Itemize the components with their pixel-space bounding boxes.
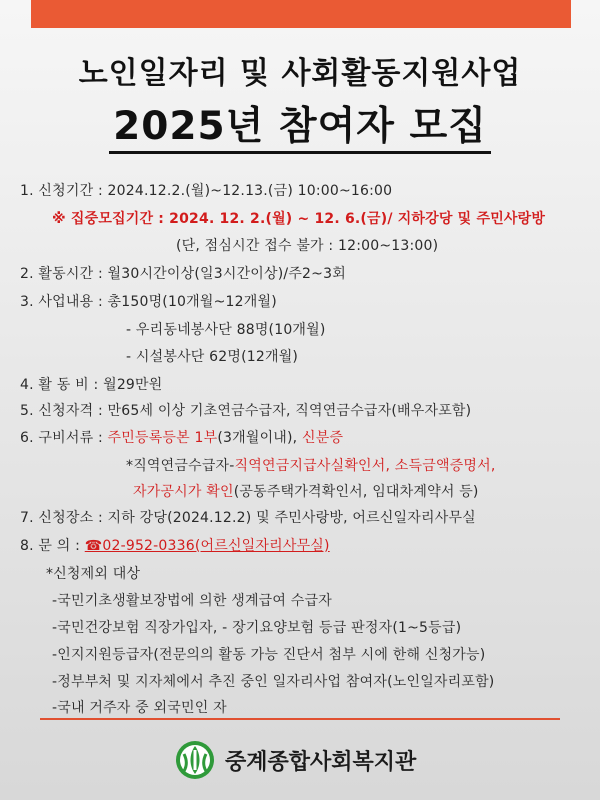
docs-id-card: 신분증 (302, 430, 344, 446)
footer-divider (40, 718, 560, 720)
activity-cost: 4. 활 동 비 : 월29만원 (20, 377, 163, 393)
required-docs (20, 427, 343, 447)
docs-pension-prefix: *직역연금수급자- (126, 458, 235, 474)
exclusion-item: -인지지원등급자(전문의의 활동 가능 진단서 첨부 시에 한해 신청가능) (52, 647, 486, 663)
content-sub-neighborhood: - 우리동네봉사단 88명(10개월) (126, 322, 326, 338)
inquiry-phone: ☎02-952-0336(어르신일자리사무실) (84, 538, 330, 554)
page-title-main: 2025년 참여자 모집 (109, 104, 491, 154)
exclusion-item: -정부부처 및 지자체에서 추진 중인 일자리사업 참여자(노인일자리포함) (52, 674, 495, 690)
exclusion-header: *신청제외 대상 (46, 566, 141, 582)
organization-name: 중계종합사회복지관 (225, 749, 417, 775)
exclusion-item: -국내 거주자 중 외국민인 자 (52, 700, 227, 716)
docs-price (133, 481, 479, 501)
docs-price-rest: (공동주택가격확인서, 임대차계약서 등) (233, 484, 479, 500)
docs-pension (126, 455, 496, 475)
apply-period: 1. 신청기간 : 2024.12.2.(월)~12.13.(금) 10:00~16:00 (20, 183, 393, 199)
page-title-line2 (0, 95, 600, 151)
page-title-line1: 노인일자리 및 사회활동지원사업 (78, 56, 522, 91)
docs-mid: (3개월이내), (217, 430, 302, 446)
apply-place: 7. 신청장소 : 지하 강당(2024.12.2) 및 주민사랑방, 어르신일자리사무실 (20, 510, 476, 526)
exclusion-item: -국민건강보험 직장가입자, - 장기요양보험 등급 판정자(1~5등급) (52, 620, 462, 636)
inquiry (20, 535, 330, 555)
welfare-center-logo-icon (175, 740, 215, 780)
inquiry-label: 8. 문 의 : (20, 538, 85, 554)
focus-period: ※ 집중모집기간 : 2024. 12. 2.(월) ~ 12. 6.(금)/ 지하강당 및 주민사랑방 (52, 211, 546, 227)
qualification: 5. 신청자격 : 만65세 이상 기초연금수급자, 직역연금수급자(배우자포함) (20, 403, 472, 419)
activity-time: 2. 활동시간 : 월30시간이상(일3시간이상)/주2~3회 (20, 266, 346, 282)
top-accent-bar (31, 0, 571, 28)
exclusion-item: -국민기초생활보장법에 의한 생계급여 수급자 (52, 593, 332, 609)
footer (175, 738, 416, 782)
content-label: 3. 사업내용 : 총150명(10개월~12개월) (20, 294, 277, 310)
docs-resident-register: 주민등록등본 1부 (107, 430, 218, 446)
docs-label: 6. 구비서류 : (20, 430, 108, 446)
docs-price-check: 자가공시가 확인 (133, 484, 234, 500)
content-sub-facility: - 시설봉사단 62명(12개월) (126, 349, 299, 365)
lunch-note: (단, 점심시간 접수 불가 : 12:00~13:00) (176, 238, 439, 254)
docs-pension-certs: 직역연금지급사실확인서, 소득금액증명서, (234, 458, 496, 474)
